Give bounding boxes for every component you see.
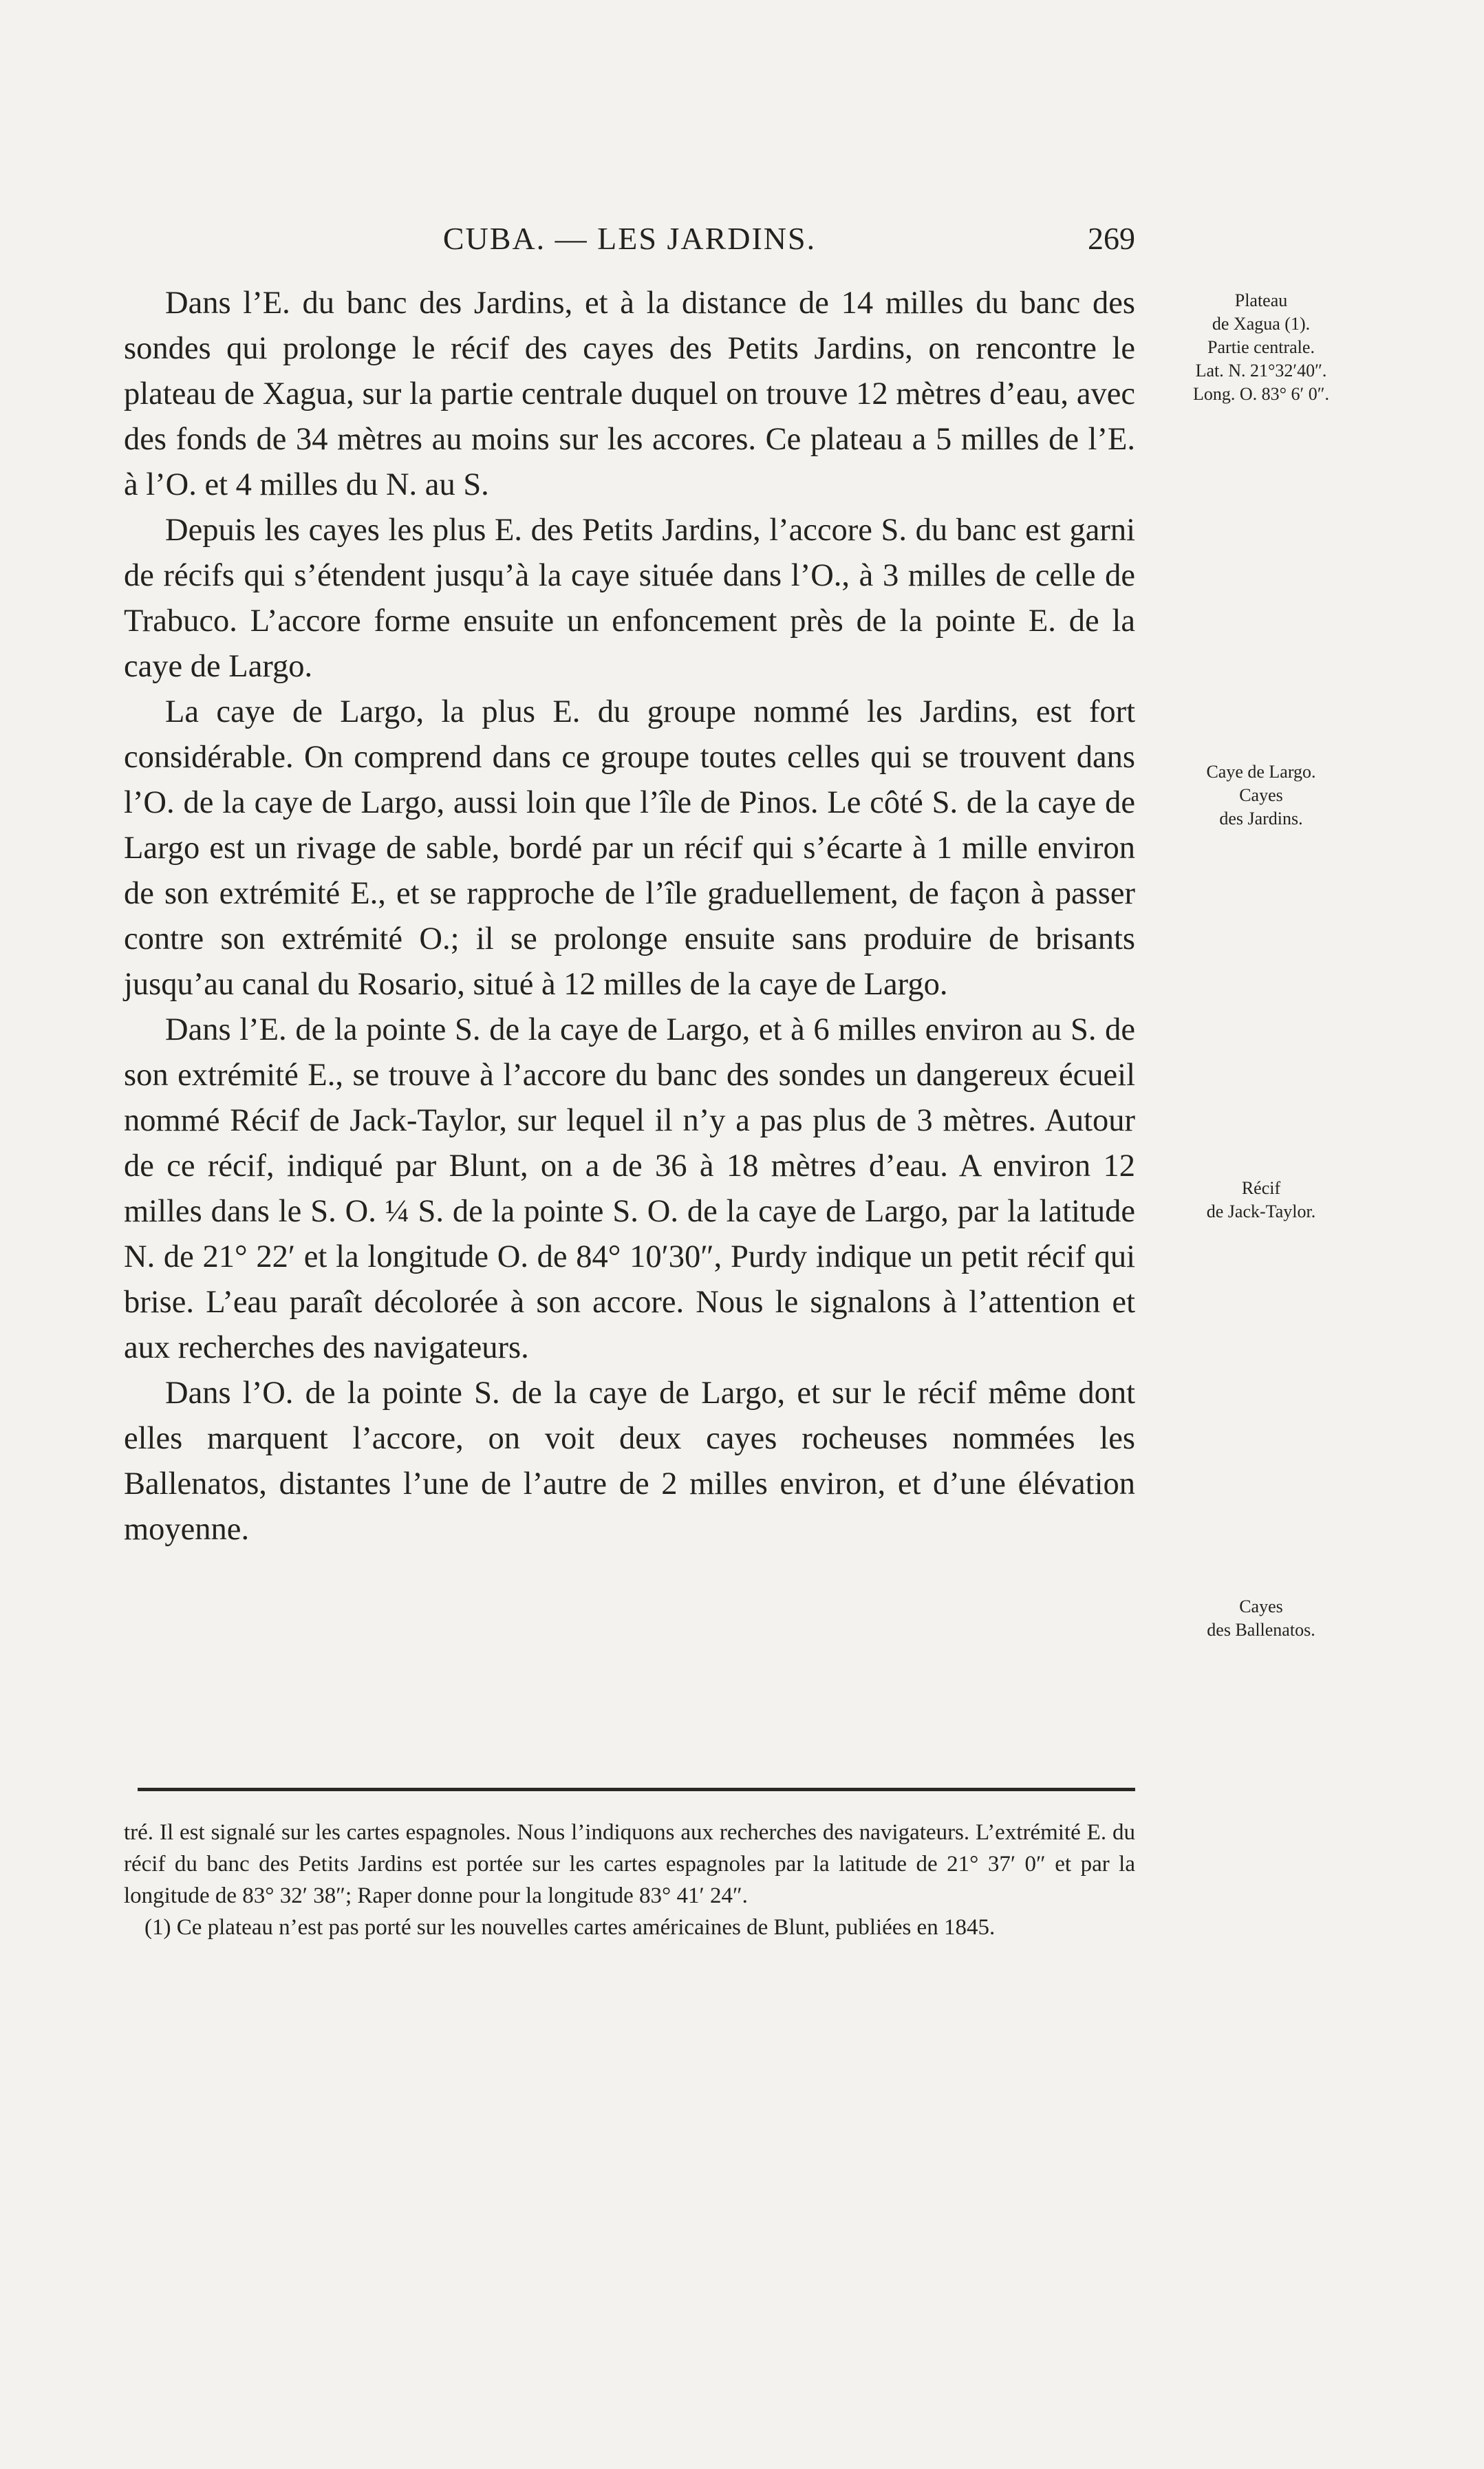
margin-note-caye-de-largo — [1161, 760, 1361, 831]
main-text — [124, 281, 1135, 1552]
margin-note-line: Plateau — [1234, 290, 1288, 310]
margin-note-line: Cayes — [1239, 785, 1283, 805]
margin-note-line: des Jardins. — [1219, 809, 1303, 829]
margin-note-line: Cayes — [1239, 1596, 1283, 1616]
margin-note-line: de Xagua (1). — [1212, 314, 1311, 334]
footnote-separator — [138, 1788, 1135, 1791]
margin-note-line: de Jack-Taylor. — [1206, 1201, 1316, 1221]
running-title: CUBA. — LES JARDINS. — [442, 221, 817, 256]
margin-note-cayes-ballenatos — [1161, 1595, 1361, 1642]
paragraph-petits-jardins: Depuis les cayes les plus E. des Petits Jardins, l’accore S. du banc est garni de récifs qui s’étendent jusqu’à la caye située dans l’O., à 3 milles de celle de Trabuco. L’accore forme ensuite un enfoncement près de la pointe E. de la caye de Largo. — [124, 513, 1135, 684]
page-header — [124, 220, 1135, 275]
footnote-continuation: tré. Il est signalé sur les cartes espagnoles. Nous l’indiquons aux recherches des navigateurs. L’extrémité E. du récif du banc des Petits Jardins est portée sur les cartes espagnoles par la latitude de 21° 37′ 0″ et par la longitude de 83° 32′ 38″; Raper donne pour la longitude 83° 41′ 24″. — [124, 1820, 1135, 1908]
margin-note-line: Lat. N. 21°32′40″. — [1195, 361, 1327, 381]
footnote-1: (1) Ce plateau n’est pas porté sur les nouvelles cartes américaines de Blunt, publiées en 1845. — [144, 1915, 996, 1940]
margin-note-line: Partie centrale. — [1207, 337, 1315, 357]
paragraph-jack-taylor: Dans l’E. de la pointe S. de la caye de Largo, et à 6 milles environ au S. de son extrémité E., se trouve à l’accore du banc des sondes un dangereux écueil nommé Récif de Jack-Taylor, sur lequel il n’y a pas plus de 3 mètres. Autour de ce récif, indiqué par Blunt, on a de 36 à 18 mètres d’eau. A environ 12 milles dans le S. O. ¼ S. de la pointe S. O. de la caye de Largo, par la latitude N. de 21° 22′ et la longitude O. de 84° 10′30″, Purdy indique un petit récif qui brise. L’eau paraît décolorée à son accore. Nous le signalons à l’attention et aux recherches des navigateurs. — [124, 1012, 1135, 1365]
footnotes — [124, 1817, 1135, 1943]
margin-note-line: Long. O. 83° 6′ 0″. — [1192, 384, 1330, 404]
page-number: 269 — [1088, 221, 1135, 256]
margin-note-recif-jack-taylor — [1161, 1177, 1361, 1223]
margin-note-line: des Ballenatos. — [1207, 1620, 1315, 1640]
margin-note-line: Caye de Largo. — [1206, 762, 1316, 782]
paragraph-xagua: Dans l’E. du banc des Jardins, et à la distance de 14 milles du banc des sondes qui prolonge le récif des cayes des Petits Jardins, on rencontre le plateau de Xagua, sur la partie centrale duquel on trouve 12 mètres d’eau, avec des fonds de 34 mètres au moins sur les accores. Ce plateau a 5 milles de l’E. à l’O. et 4 milles du N. au S. — [124, 286, 1135, 502]
paragraph-caye-de-largo: La caye de Largo, la plus E. du groupe nommé les Jardins, est fort considérable. On comprend dans ce groupe toutes celles qui se trouvent dans l’O. de la caye de Largo, aussi loin que l’île de Pinos. Le côté S. de la caye de Largo est un rivage de sable, bordé par un récif qui s’écarte à 1 mille environ de son extrémité E., et se rapproche de l’île graduellement, de façon à passer contre son extrémité O.; il se prolonge ensuite sans produire de brisants jusqu’au canal du Rosario, situé à 12 milles de la caye de Largo. — [124, 694, 1135, 1002]
margin-note-line: Récif — [1241, 1178, 1281, 1198]
paragraph-ballenatos: Dans l’O. de la pointe S. de la caye de Largo, et sur le récif même dont elles marquent l’accore, on voit deux cayes rocheuses nommées les Ballenatos, distantes l’une de l’autre de 2 milles environ, et d’une élévation moyenne. — [124, 1376, 1135, 1547]
margin-note-plateau-xagua — [1161, 289, 1361, 406]
